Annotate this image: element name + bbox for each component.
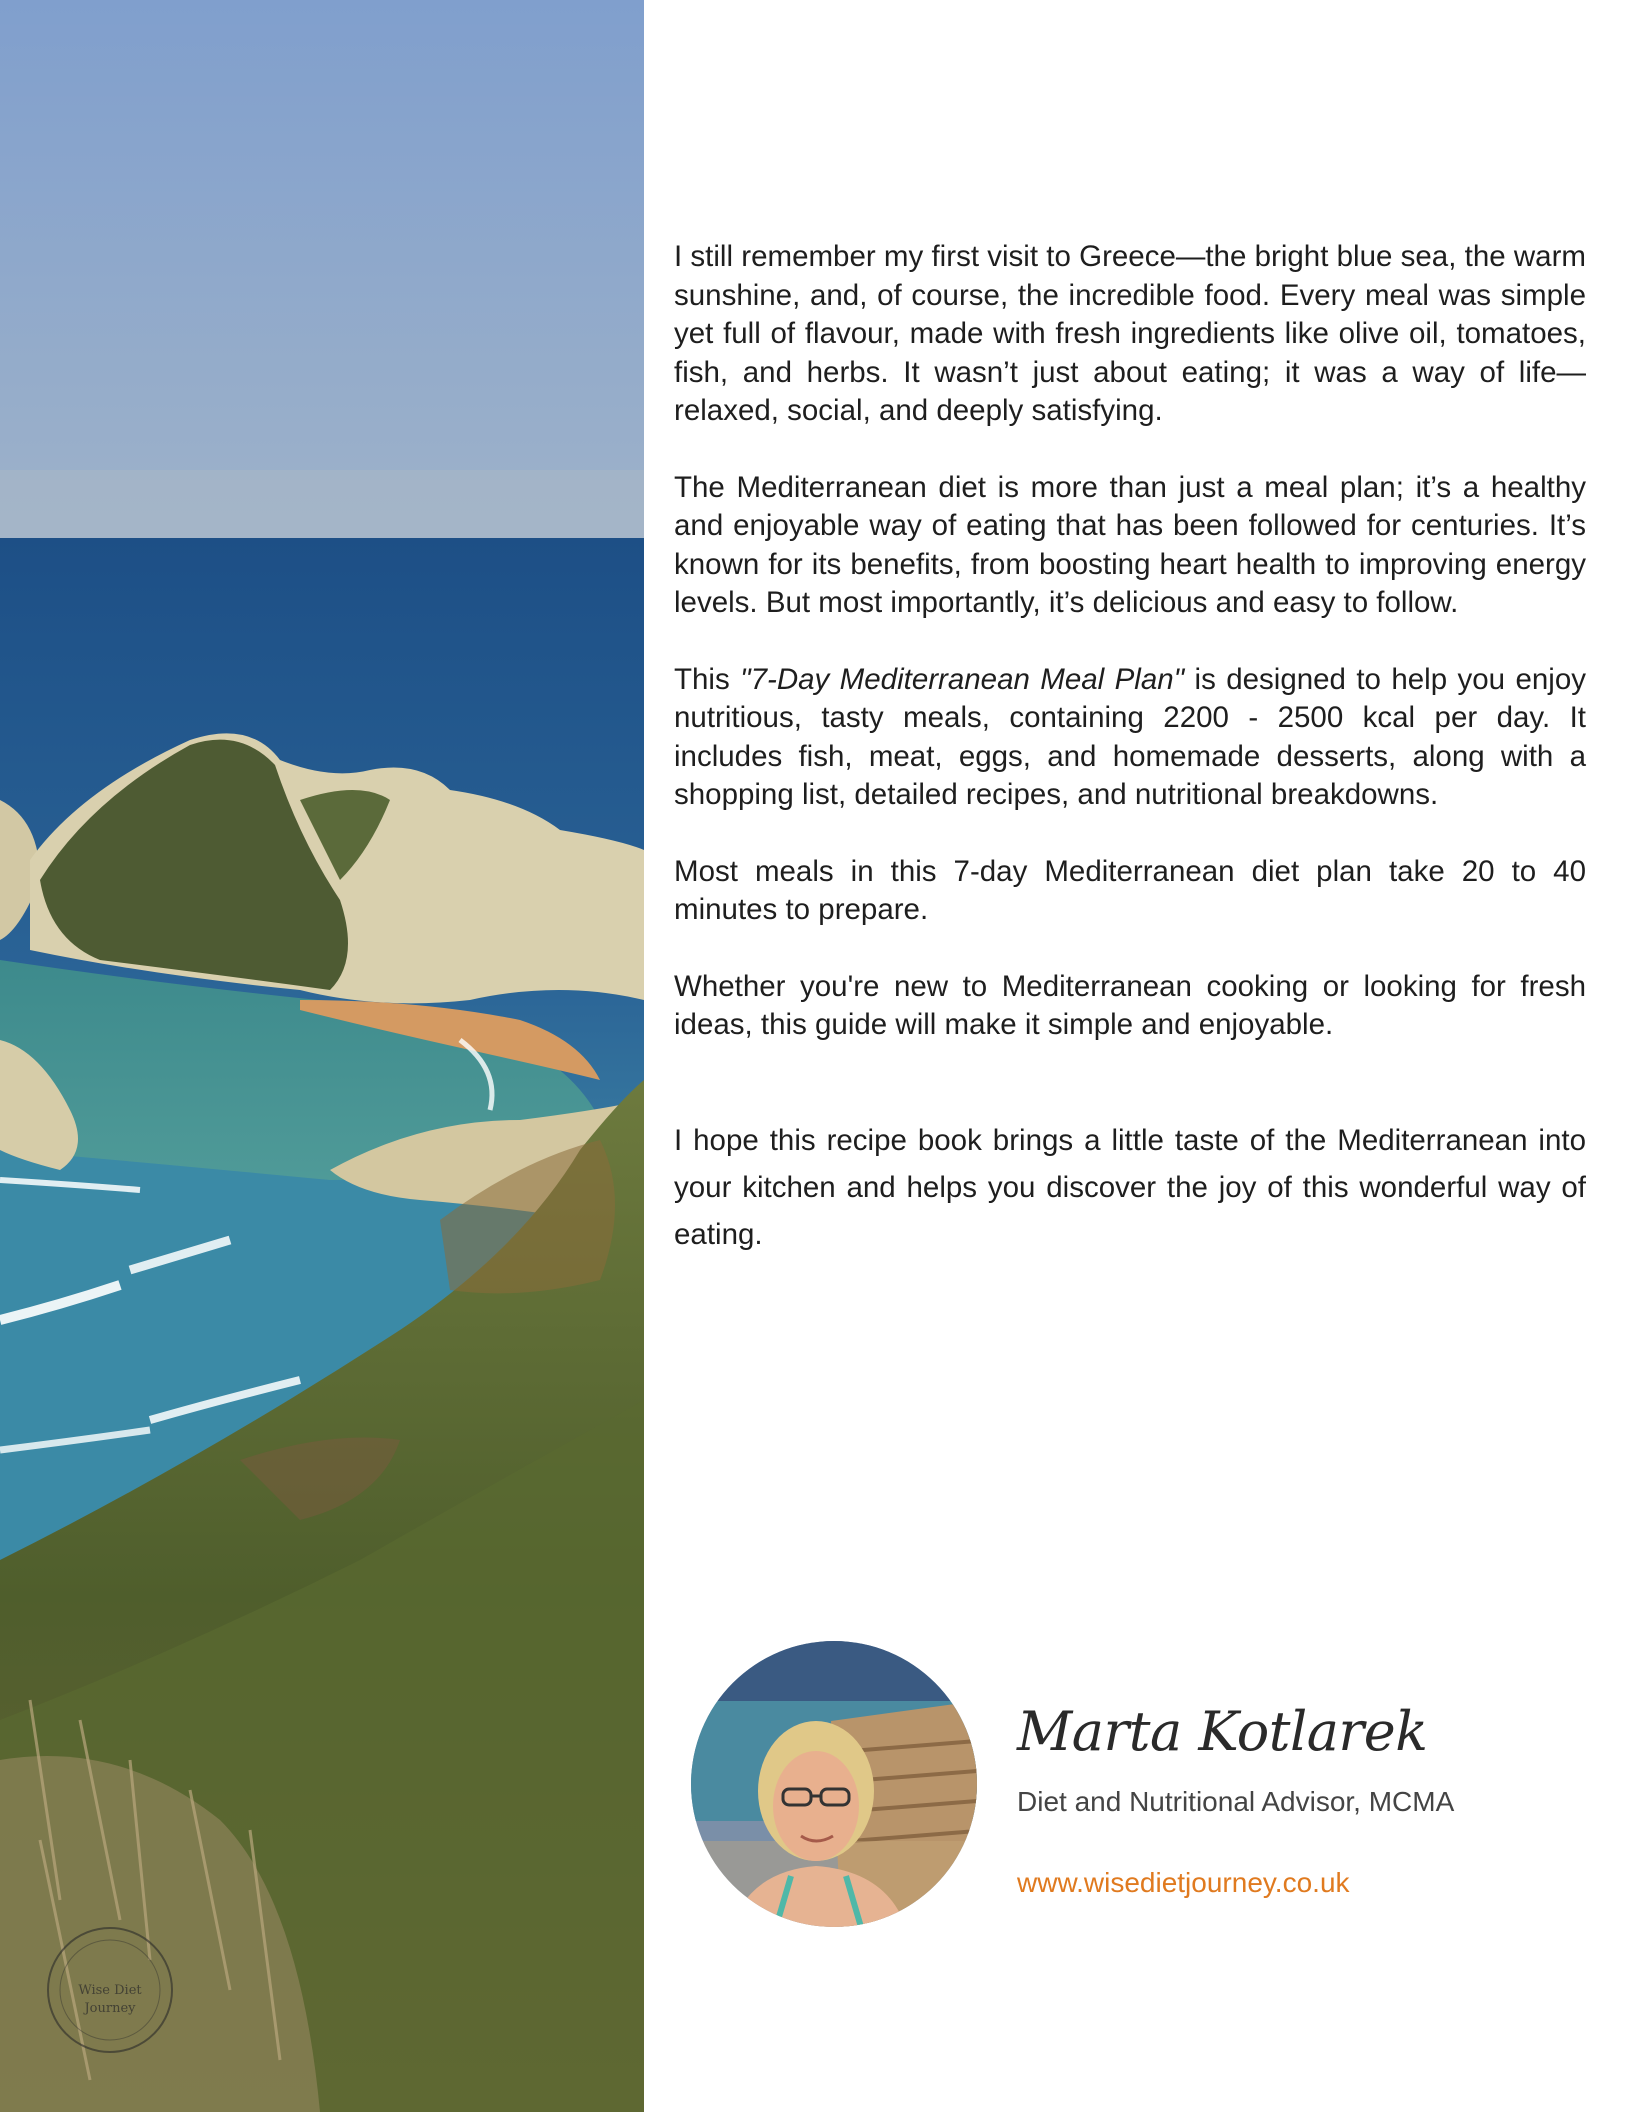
- author-website-link[interactable]: www.wisedietjourney.co.uk: [1017, 1867, 1350, 1898]
- author-avatar: [691, 1641, 977, 1927]
- paragraph-greece-visit: I still remember my first visit to Greece—the bright blue sea, the warm sunshine, and, of course, the incredible food. Every meal was simple yet full of flavour, made with fresh ingredients like olive oil, tomatoes, fish, and herbs. It wasn’t just about eating; it was a way of life—relaxed, social, and deeply satisfying.: [674, 240, 1586, 427]
- paragraph-meal-plan: [674, 661, 1586, 815]
- svg-text:Journey: Journey: [84, 2001, 136, 2016]
- paragraph-diet-intro: The Mediterranean diet is more than just a meal plan; it’s a healthy and enjoyable way of eating that has been followed for centuries. It’s known for its benefits, from boosting heart health to improving energy levels. But most importantly, it’s delicious and easy to follow.: [674, 470, 1586, 619]
- author-signature: Marta Kotlarek: [1017, 1700, 1428, 1763]
- author-title: Diet and Nutritional Advisor, MCMA: [1017, 1786, 1455, 1817]
- paragraph-prep-time: Most meals in this 7-day Mediterranean diet plan take 20 to 40 minutes to prepare.: [674, 854, 1586, 926]
- landscape-photo: [0, 0, 644, 2112]
- intro-text: [674, 238, 1586, 1296]
- meal-plan-title: "7-Day Mediterranean Meal Plan": [740, 662, 1185, 696]
- meal-plan-text-after: is designed to help you enjoy nutritious, tasty meals, containing 2200 - 2500 kcal per day. It includes fish, meat, eggs, and homemade desserts, along with a shopping list, detailed recipes, and nutritional breakdowns.: [674, 662, 1586, 811]
- watermark-logo: [40, 1920, 180, 2060]
- svg-text:Wise Diet: Wise Diet: [78, 1983, 142, 1998]
- paragraph-closing: I hope this recipe book brings a little taste of the Mediterranean into your kitchen and helps you discover the joy of this wonderful way of eating.: [674, 1123, 1586, 1251]
- meal-plan-text-before: This: [674, 662, 741, 696]
- paragraph-guide: Whether you're new to Mediterranean cooking or looking for fresh ideas, this guide will make it simple and enjoyable.: [674, 969, 1586, 1041]
